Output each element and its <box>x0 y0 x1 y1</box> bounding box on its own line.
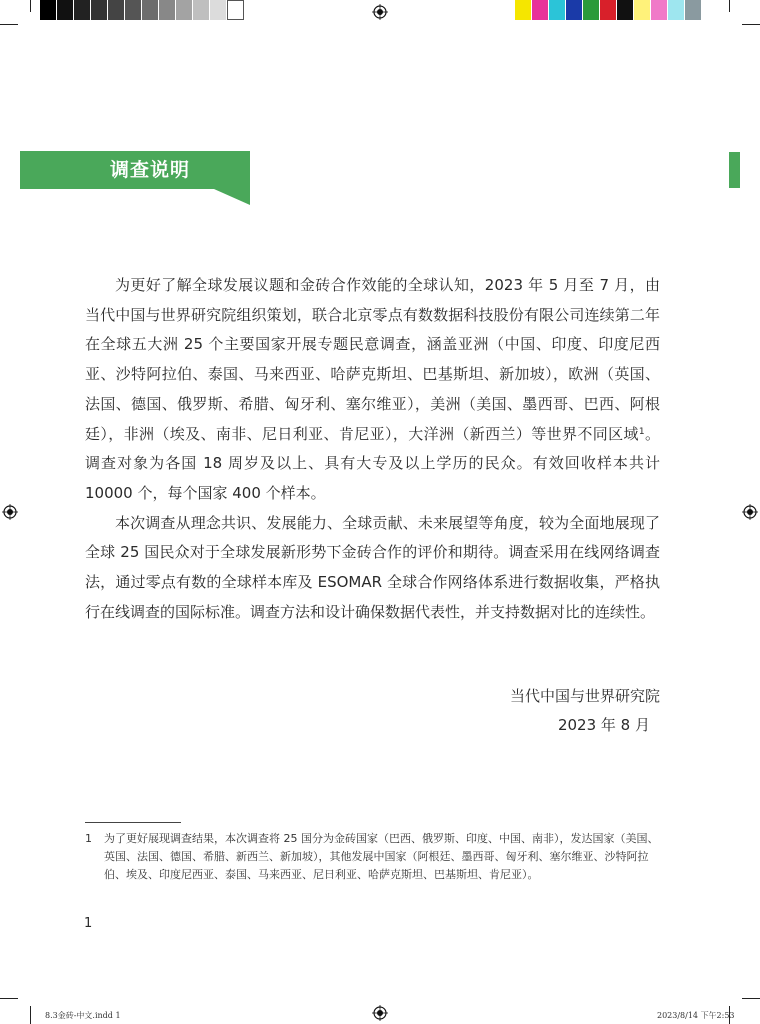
crop-mark <box>0 998 18 999</box>
color-registration-bar <box>515 0 702 20</box>
gray-swatch-5 <box>125 0 142 20</box>
paragraph-1 <box>85 271 660 509</box>
crop-mark <box>742 24 760 25</box>
gray-swatch-7 <box>159 0 176 20</box>
paragraph-2: 本次调查从理念共识、发展能力、全球贡献、未来展望等角度，较为全面地展现了全球 25 国民众对于全球发展新形势下金砖合作的评价和期待。调查采用在线网络调查法，通过零点有数的全球样本库及 ESOMAR 全球合作网络体系进行数据收集，严格执行在线调查的国际标准。调查方法和设计确保数据代表性，并支持数据对比的连续性。 <box>85 513 660 621</box>
crop-mark <box>729 0 730 12</box>
gray-swatch-8 <box>176 0 193 20</box>
color-swatch-1 <box>532 0 549 20</box>
slug-timestamp: 2023/8/14 下午2:53 <box>657 1011 735 1020</box>
section-title-banner <box>20 151 250 189</box>
gray-swatch-2 <box>74 0 91 20</box>
color-swatch-5 <box>600 0 617 20</box>
body-text <box>85 271 660 627</box>
footnote-ref: 1 <box>638 426 645 437</box>
footnote-text: 为了更好展现调查结果，本次调查将 25 国分为金砖国家（巴西、俄罗斯、印度、中国、南非），发达国家（美国、英国、法国、德国、希腊、新西兰、新加坡），其他发展中国家（阿根廷、墨西哥、匈牙利、塞尔维亚、沙特阿拉伯、埃及、印度尼西亚、泰国、马来西亚、尼日利亚、哈萨克斯坦、巴基斯坦、肯尼亚）。 <box>104 832 659 881</box>
gray-swatch-0 <box>40 0 57 20</box>
signature-org: 当代中国与世界研究院 <box>509 687 660 705</box>
paragraph-1-text: 为更好了解全球发展议题和金砖合作效能的全球认知，2023 年 5 月至 7 月，由当代中国与世界研究院组织策划，联合北京零点有数数据科技股份有限公司连续第二年在全球五大洲 25 个主要国家开展专题民意调查，涵盖亚洲（中国、印度、印度尼西亚、沙特阿拉伯、泰国、马来西亚、哈萨克斯坦、巴基斯坦、新加坡），欧洲（英国、法国、德国、俄罗斯、希腊、匈牙利、塞尔维亚），美洲（美国、墨西哥、巴西、阿根廷），非洲（埃及、南非、尼日利亚、肯尼亚），大洋洲（新西兰）等世界不同区域 <box>85 276 660 443</box>
side-tab-marker <box>729 152 740 188</box>
page-number: 1 <box>84 916 93 931</box>
gray-swatch-6 <box>142 0 159 20</box>
grayscale-color-bar <box>40 0 244 20</box>
color-swatch-7 <box>634 0 651 20</box>
section-title: 调查说明 <box>110 159 191 181</box>
color-swatch-6 <box>617 0 634 20</box>
color-swatch-2 <box>549 0 566 20</box>
registration-mark-icon <box>372 4 388 20</box>
registration-mark-icon <box>2 504 18 520</box>
color-swatch-9 <box>668 0 685 20</box>
slug-filename: 8.3金砖-中文.indd 1 <box>45 1011 121 1020</box>
color-swatch-8 <box>651 0 668 20</box>
signature-date: 2023 年 8 月 <box>557 716 650 734</box>
footnote-number: 1 <box>85 832 92 845</box>
gray-swatch-1 <box>57 0 74 20</box>
gray-swatch-11 <box>227 0 244 20</box>
registration-mark-icon <box>742 504 758 520</box>
crop-mark <box>30 1006 31 1024</box>
banner-tail-decoration <box>214 189 250 205</box>
crop-mark <box>742 998 760 999</box>
crop-mark <box>30 0 31 12</box>
gray-swatch-3 <box>91 0 108 20</box>
color-swatch-3 <box>566 0 583 20</box>
registration-mark-icon <box>372 1005 388 1021</box>
gray-swatch-4 <box>108 0 125 20</box>
paragraph-1-text-end: 。调查对象为各国 18 周岁及以上、具有大专及以上学历的民众。有效回收样本共计 10000 个，每个国家 400 个样本。 <box>85 424 660 502</box>
color-swatch-0 <box>515 0 532 20</box>
color-swatch-4 <box>583 0 600 20</box>
signature-block <box>510 682 660 740</box>
gray-swatch-10 <box>210 0 227 20</box>
footnote <box>85 830 663 884</box>
gray-swatch-9 <box>193 0 210 20</box>
color-swatch-10 <box>685 0 702 20</box>
footnote-divider <box>85 822 181 823</box>
crop-mark <box>0 24 18 25</box>
